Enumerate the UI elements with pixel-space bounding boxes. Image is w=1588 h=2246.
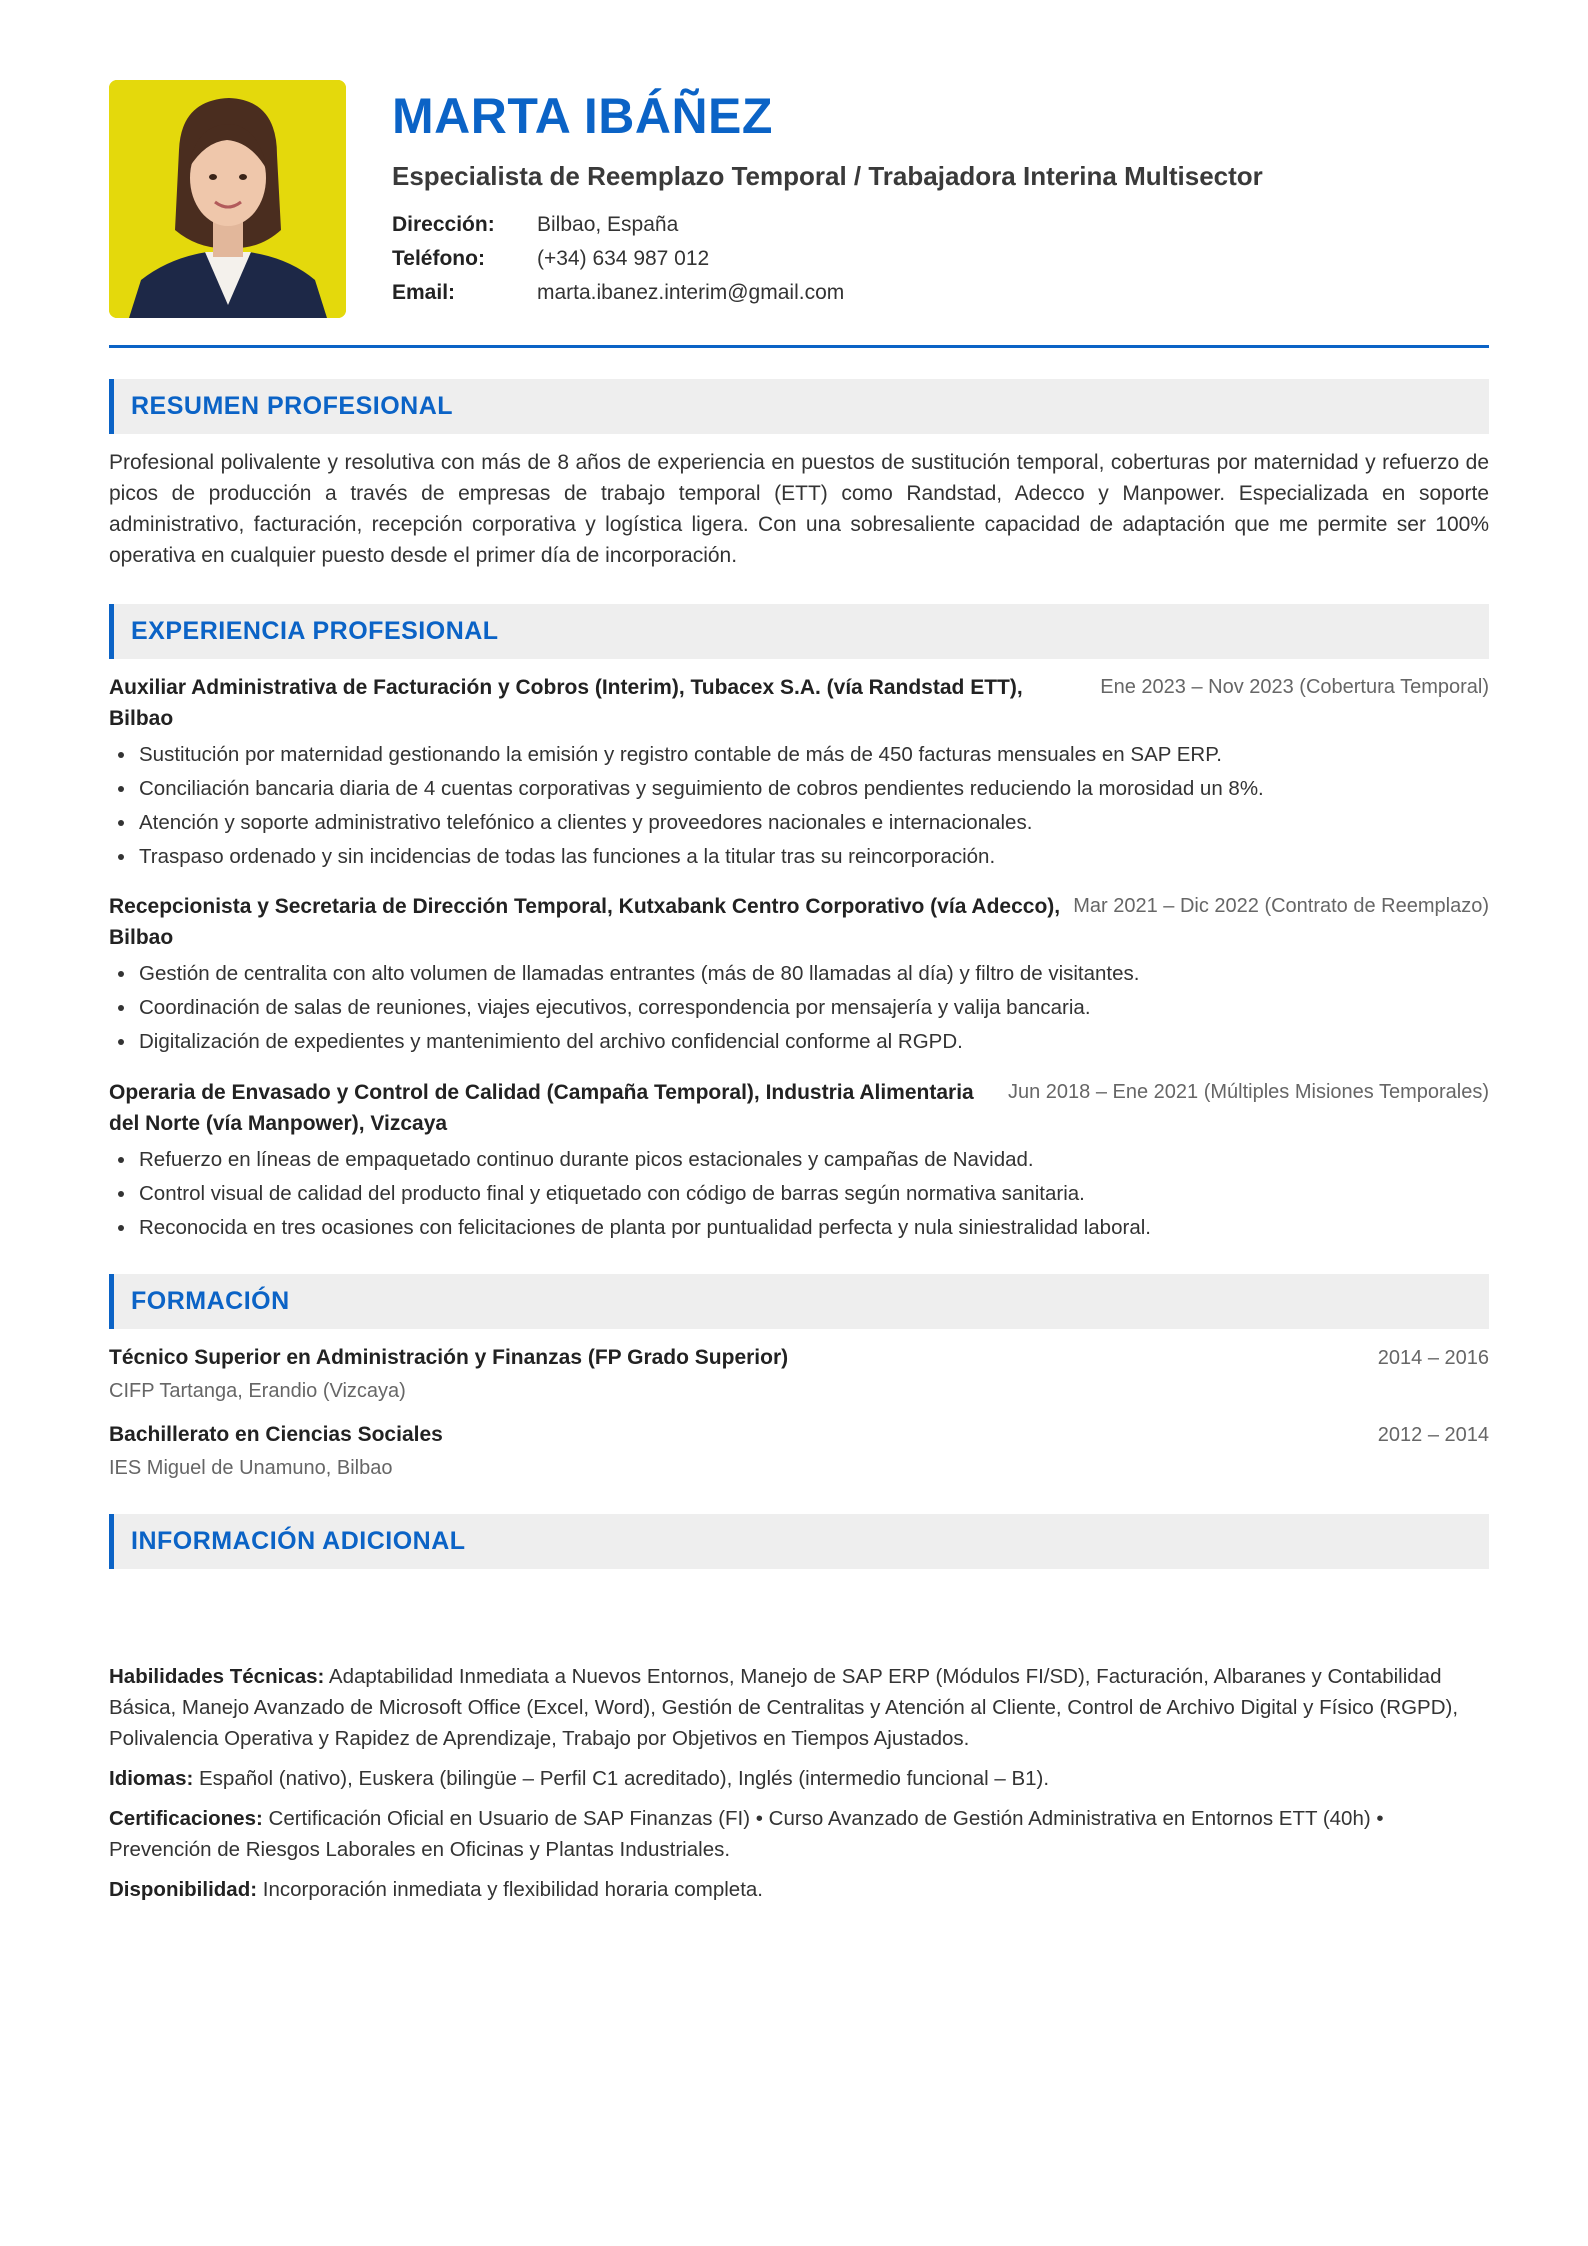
bullet-item: • Traspaso ordenado y sin incidencias de todas las funciones a la titular tras su reincorporación.	[137, 840, 1489, 874]
section-header-summary	[109, 379, 1489, 434]
education-school: CIFP Tartanga, Erandio (Vizcaya)	[109, 1380, 406, 1402]
education-entry	[109, 1419, 1489, 1485]
bullet-item: • Refuerzo en líneas de empaquetado continuo durante picos estacionales y campañas de Navidad.	[137, 1143, 1489, 1177]
education-degree: Técnico Superior en Administración y Finanzas (FP Grado Superior)	[109, 1346, 789, 1369]
bullet-item: • Coordinación de salas de reuniones, viajes ejecutivos, correspondencia por mensajería y valija bancaria.	[137, 991, 1489, 1025]
section-title: RESUMEN PROFESIONAL	[131, 392, 454, 420]
job-role: Operaria de Envasado y Control de Calidad (Campaña Temporal), Industria Alimentaria del Norte (vía Manpower), Vizcaya	[109, 1081, 974, 1135]
header-info	[392, 80, 1489, 310]
additional-item-languages	[109, 1763, 1489, 1794]
candidate-name: MARTA IBÁÑEZ	[392, 88, 773, 144]
bullet-item: • Reconocida en tres ocasiones con felicitaciones de planta por puntualidad perfecta y nula siniestralidad laboral.	[137, 1211, 1489, 1245]
education-header	[109, 1342, 1489, 1374]
education-school: IES Miguel de Unamuno, Bilbao	[109, 1457, 393, 1479]
bullet-item: • Sustitución por maternidad gestionando la emisión y registro contable de más de 450 facturas mensuales en SAP ERP.	[137, 738, 1489, 772]
additional-label: Disponibilidad:	[109, 1878, 258, 1901]
additional-info	[109, 1661, 1489, 1914]
section-header-experience	[109, 604, 1489, 659]
bullet-item: • Control visual de calidad del producto final y etiquetado con código de barras según normativa sanitaria.	[137, 1177, 1489, 1211]
profile-photo-illustration	[109, 80, 346, 318]
section-header-education	[109, 1274, 1489, 1329]
job-bullets	[109, 957, 1489, 1059]
phone-value: (+34) 634 987 012	[537, 247, 710, 270]
address-value: Bilbao, España	[537, 213, 679, 236]
additional-item-certifications	[109, 1803, 1489, 1865]
contact-row-email	[392, 276, 1489, 310]
additional-text: Adaptabilidad Inmediata a Nuevos Entornos, Manejo de SAP ERP (Módulos FI/SD), Facturación, Albaranes y Contabilidad Básica, Manejo Avanzado de Microsoft Office (Excel, Word), Gestión de Centralitas y Atención al Cliente, Control de Archivo Digital y Físico (RGPD), Polivalencia Operativa y Rapidez de Aprendizaje, Trabajo por Objetivos en Tiempos Ajustados.	[109, 1665, 1459, 1750]
education-degree: Bachillerato en Ciencias Sociales	[109, 1423, 443, 1446]
section-title: EXPERIENCIA PROFESIONAL	[131, 617, 499, 645]
bullet-item: • Atención y soporte administrativo telefónico a clientes y proveedores nacionales e internacionales.	[137, 806, 1489, 840]
additional-text: Español (nativo), Euskera (bilingüe – Perfil C1 acreditado), Inglés (intermedio funcional – B1).	[193, 1767, 1050, 1790]
additional-label: Habilidades Técnicas:	[109, 1665, 325, 1688]
education-date: 2014 – 2016	[1377, 1347, 1489, 1369]
job-entry	[109, 1077, 1489, 1245]
contact-label: Teléfono:	[392, 247, 485, 270]
summary-text: Profesional polivalente y resolutiva con más de 8 años de experiencia en puestos de sustitución temporal, coberturas por maternidad y refuerzo de picos de producción a través de empresas de trabajo temporal (ETT) como Randstad, Adecco y Manpower. Especializada en soporte administrativo, facturación, recepción corporativa y logística ligera. Con una sobresaliente capacidad de adaptación que me permite ser 100% operativa en cualquier puesto desde el primer día de incorporación.	[109, 451, 1489, 567]
job-bullets	[109, 738, 1489, 874]
additional-text: Certificación Oficial en Usuario de SAP Finanzas (FI) • Curso Avanzado de Gestión Administrativa en Entornos ETT (40h) • Prevención de Riesgos Laborales en Oficinas y Plantas Industriales.	[109, 1807, 1384, 1861]
contact-row-address	[392, 208, 1489, 242]
bullet-item: • Gestión de centralita con alto volumen de llamadas entrantes (más de 80 llamadas al día) y filtro de visitantes.	[137, 957, 1489, 991]
job-header	[109, 672, 1489, 734]
additional-label: Certificaciones:	[109, 1807, 263, 1830]
education-date: 2012 – 2014	[1377, 1424, 1489, 1446]
additional-item-skills	[109, 1661, 1489, 1754]
education-header	[109, 1419, 1489, 1451]
job-entry	[109, 672, 1489, 874]
education-entry	[109, 1342, 1489, 1408]
section-title: INFORMACIÓN ADICIONAL	[131, 1527, 466, 1555]
additional-label: Idiomas:	[109, 1767, 194, 1790]
job-date: Ene 2023 – Nov 2023 (Cobertura Temporal)	[1100, 676, 1489, 698]
email-value: marta.ibanez.interim@gmail.com	[537, 281, 845, 304]
job-role: Recepcionista y Secretaria de Dirección Temporal, Kutxabank Centro Corporativo (vía Adecco), Bilbao	[109, 895, 1061, 949]
job-header	[109, 1077, 1489, 1139]
resume-header	[109, 80, 1489, 318]
job-entry	[109, 891, 1489, 1059]
job-bullets	[109, 1143, 1489, 1245]
contact-label: Email:	[392, 281, 456, 304]
job-date: Mar 2021 – Dic 2022 (Contrato de Reemplazo)	[1073, 895, 1489, 917]
contact-row-phone	[392, 242, 1489, 276]
candidate-title: Especialista de Reemplazo Temporal / Trabajadora Interina Multisector	[392, 161, 1263, 191]
job-header	[109, 891, 1489, 953]
additional-item-availability	[109, 1874, 1489, 1905]
bullet-item: • Digitalización de expedientes y mantenimiento del archivo confidencial conforme al RGPD.	[137, 1025, 1489, 1059]
contact-details	[392, 208, 1489, 310]
job-role: Auxiliar Administrativa de Facturación y Cobros (Interim), Tubacex S.A. (vía Randstad ETT), Bilbao	[109, 676, 1023, 730]
profile-photo	[109, 80, 346, 318]
section-title: FORMACIÓN	[131, 1287, 290, 1315]
header-divider	[109, 345, 1489, 348]
additional-text: Incorporación inmediata y flexibilidad horaria completa.	[257, 1878, 763, 1901]
section-header-additional	[109, 1514, 1489, 1569]
resume-page	[109, 80, 1489, 1901]
bullet-item: • Conciliación bancaria diaria de 4 cuentas corporativas y seguimiento de cobros pendientes reduciendo la morosidad un 8%.	[137, 772, 1489, 806]
job-date: Jun 2018 – Ene 2021 (Múltiples Misiones Temporales)	[1007, 1081, 1489, 1103]
contact-label: Dirección:	[392, 213, 495, 236]
